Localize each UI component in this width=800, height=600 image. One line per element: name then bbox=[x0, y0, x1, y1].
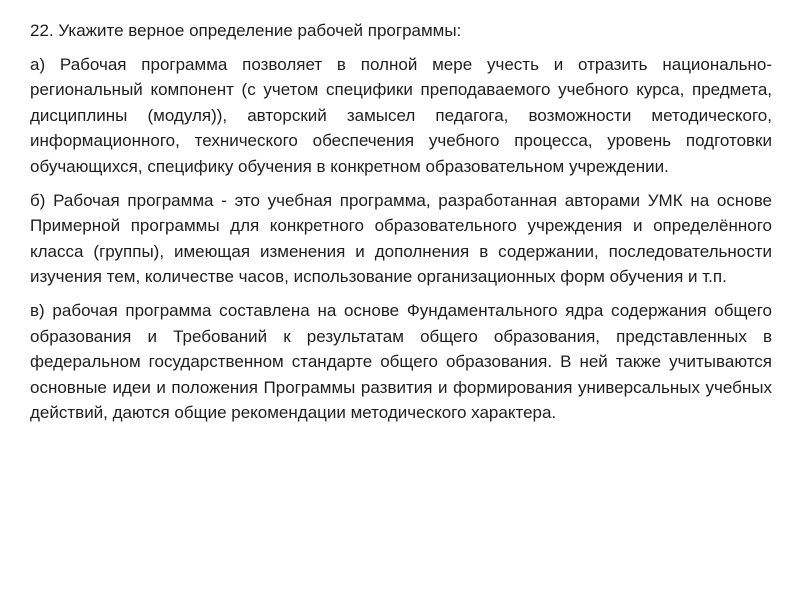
option-c: в) рабочая программа составлена на основе Фундаментального ядра содержания общего образования и Требований к результатам общего образования, представленных в федеральном государственном стандарте общего образования. В ней также учитываются основные идеи и положения Программы развития и формирования универсальных учебных действий, даются общие рекомендации методического характера. bbox=[30, 300, 772, 423]
question-text: 22. Укажите верное определение рабочей программы: bbox=[30, 21, 462, 40]
option-b: б) Рабочая программа - это учебная программа, разработанная авторами УМК на основе Примерной программы для конкретного образовательного учреждения и определённого класса (группы), имеющая изменения и дополнения в содержании, последовательности изучения тем, количестве часов, использование организационных форм обучения и т.п. bbox=[30, 190, 772, 287]
option-a: а) Рабочая программа позволяет в полной мере учесть и отразить национально-региональный компонент (с учетом специфики преподаваемого учебного курса, предмета, дисциплины (модуля)), авторский замысел педагога, возможности методического, информационного, технического обеспечения учебного процесса, уровень подготовки обучающихся, специфику обучения в конкретном образовательном учреждении. bbox=[30, 54, 772, 176]
